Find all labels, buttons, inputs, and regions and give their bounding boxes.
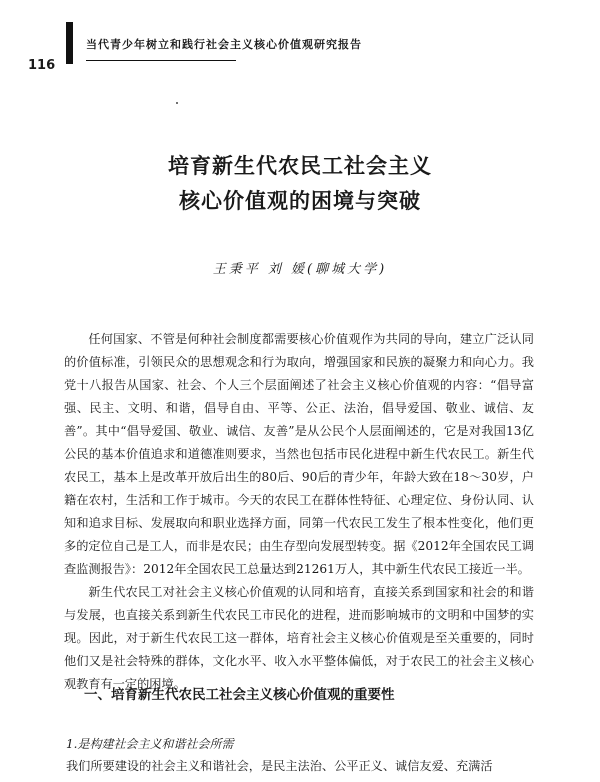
scan-speck bbox=[176, 102, 178, 104]
paragraph-first-line: 我们所要建设的社会主义和谐社会，是民主法治、公平正义、诚信友爱、充满活 bbox=[66, 759, 493, 773]
article-title-line-1: 培育新生代农民工社会主义 bbox=[168, 153, 432, 178]
paragraph: 任何国家、不管是何种社会制度都需要核心价值观作为共同的导向，建立广泛认同的价值标准，引领民众的思想观念和行为取向，增强国家和民族的凝聚力和向心力。我党十八报告从国家、社会、个人三个层面阐述了社会主义核心价值观的内容：“倡导富强、民主、文明、和谐，倡导自由、平等、公正、法治，倡导爱国、敬业、诚信、友善”。其中“倡导爱国、敬业、诚信、友善”是从公民个人层面阐述的，它是对我国13亿公民的基本价值追求和道德准则要求，当然也包括市民化进程中新生代农民工。新生代农民工，基本上是改革开放后出生的80后、90后的青少年，年龄大致在18～30岁，户籍在农村，生活和工作于城市。今天的农民工在群体性特征、心理定位、身份认同、认知和追求目标、发展取向和职业选择方面，同第一代农民工发生了根本性变化，他们更多的定位自己是工人，而非是农民；由生存型向发展型转变。据《2012年全国农民工调查监测报告》：2012年全国农民工总量达到21261万人，其中新生代农民工接近一半。 bbox=[64, 332, 534, 576]
article-body bbox=[64, 328, 534, 696]
header-rule bbox=[86, 60, 236, 61]
paragraph: 新生代农民工对社会主义核心价值观的认同和培育，直接关系到国家和社会的和谐与发展，也直接关系到新生代农民工市民化的进程，进而影响城市的文明和中国梦的实现。因此，对于新生代农民工这一群体，培育社会主义核心价值观是至关重要的，同时他们又是社会特殊的群体，文化水平、收入水平整体偏低，对于农民工的社会主义核心观教育有一定的困境。 bbox=[64, 585, 534, 691]
section-heading: 一、培育新生代农民工社会主义核心价值观的重要性 bbox=[84, 687, 395, 703]
article-title-line-2: 核心价值观的困境与突破 bbox=[179, 188, 421, 213]
header-bar bbox=[66, 22, 73, 64]
running-title: 当代青少年树立和践行社会主义核心价值观研究报告 bbox=[86, 38, 362, 51]
page-number: 116 bbox=[28, 58, 56, 73]
subsection-heading: 1.是构建社会主义和谐社会所需 bbox=[66, 737, 234, 751]
article-authors: 王秉平 刘 媛(聊城大学) bbox=[212, 262, 388, 277]
